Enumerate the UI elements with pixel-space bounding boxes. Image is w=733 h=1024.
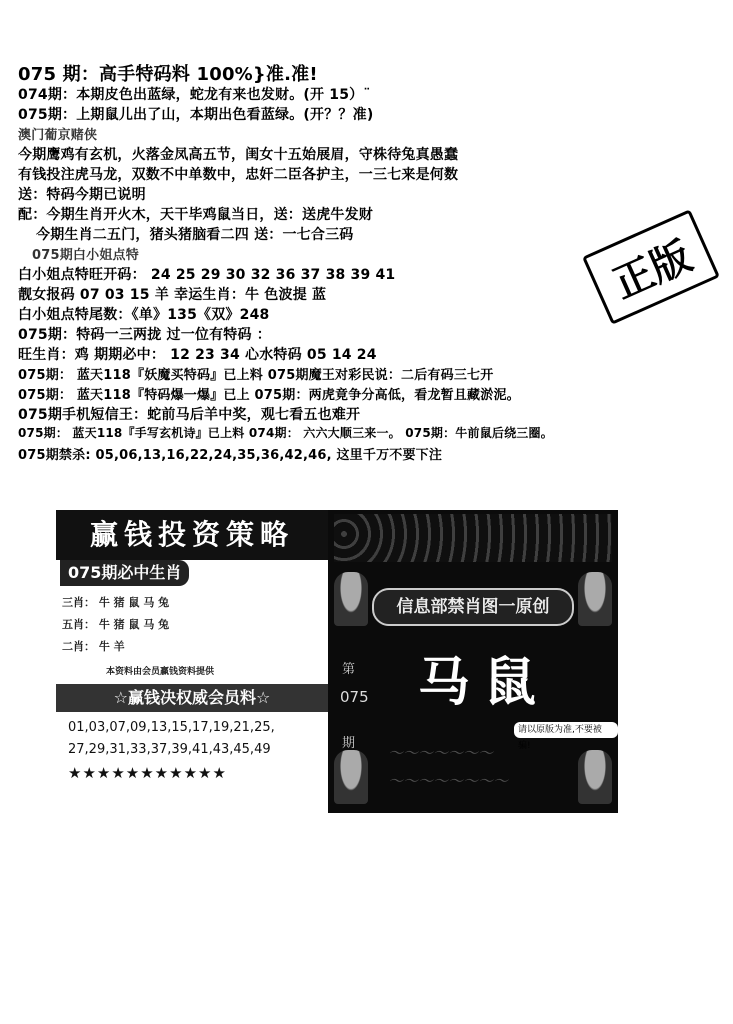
number-row: 27,29,31,33,37,39,41,43,45,49: [68, 742, 271, 757]
text-line: 白小姐点特旺开码： 24 25 29 30 32 36 37 38 39 41: [18, 267, 396, 283]
text-line: 有钱投注虎马龙，双数不中单数中，忠奸二臣各护主，一三七来是何数: [18, 167, 459, 183]
text-line: 075期：特码一三两拢 过一位有特码 ：: [18, 327, 271, 343]
text-line: 配：今期生肖开火木，天干毕鸡鼠当日，送：送虎牛发财: [18, 207, 373, 223]
text-line: 今期生肖二五门，猪头猪脑看二四 送：一七合三码: [36, 227, 354, 243]
authenticity-note: 请以原版为准,不要被骗!: [514, 722, 618, 738]
text-line: 074期：本期皮色出蓝绿，蛇龙有来也发财。(开 15）¨: [18, 87, 371, 103]
portrait-image: [578, 572, 612, 626]
handwritten-scribble: ～～～～～～～～: [388, 772, 509, 790]
portrait-image: [334, 572, 368, 626]
issue-suffix: 期: [342, 736, 356, 751]
zodiac-row: 五肖： 牛 猪 鼠 马 兔: [62, 618, 170, 631]
text-line: 白小姐点特尾数：《单》135《双》248: [18, 307, 270, 323]
strategy-header: 赢钱投资策略: [56, 510, 328, 560]
star-rating: ★★★★★★★★★★★: [68, 764, 227, 782]
text-line: 旺生肖：鸡 期期必中： 12 23 34 心水特码 05 14 24: [18, 347, 377, 363]
text-line: 靓女报码 07 03 15 羊 幸运生肖：牛 色波提 蓝: [18, 287, 327, 303]
portrait-image: [578, 750, 612, 804]
portrait-image: [334, 750, 368, 804]
forecast-zodiac: 马鼠: [418, 652, 551, 713]
handwritten-scribble: ～～～～～～～: [388, 744, 494, 762]
number-row: 01,03,07,09,13,15,17,19,21,25,: [68, 720, 275, 735]
forecast-banner: 信息部禁肖图一原创: [372, 588, 574, 626]
section-heading: 澳门葡京赌侠: [18, 128, 98, 143]
image-panels: [56, 510, 618, 813]
zodiac-row: 三肖： 牛 猪 鼠 马 兔: [62, 596, 170, 609]
text-line: 送：特码今期已说明: [18, 187, 146, 203]
issue-number: 075: [340, 688, 369, 706]
text-line: 075期禁杀: 05,06,13,16,22,24,35,36,42,46, 这里千万不要下注: [18, 448, 443, 463]
zodiac-row: 二肖： 牛 羊: [62, 640, 125, 653]
text-line: 075期： 蓝天118『手写玄机诗』已上料 074期： 六六大顺三来一。 075期：牛前鼠后绕三圈。: [18, 426, 553, 440]
issue-prefix: 第: [342, 662, 356, 677]
text-line: 075期： 蓝天118『妖魔买特码』已上料 075期魔王对彩民说：二后有码三七开: [18, 368, 494, 383]
strategy-panel: [56, 510, 328, 813]
page-title: 075 期：高手特码料 100%}准.准!: [18, 64, 318, 85]
genuine-stamp: 正版: [582, 209, 720, 325]
floral-decoration: [334, 514, 612, 562]
forecast-panel: [328, 510, 618, 813]
text-line: 075期： 蓝天118『特码爆一爆』已上 075期：两虎竟争分高低，看龙暂且藏淤泥。: [18, 388, 520, 403]
text-line: 075期手机短信王：蛇前马后羊中奖，观七看五也难开: [18, 407, 361, 423]
source-note: 本资料由会员赢钱资料提供: [106, 667, 215, 677]
member-banner: ☆赢钱决权威会员料☆: [56, 684, 328, 712]
text-line: 今期鹰鸡有玄机，火落金凤高五节，闺女十五始展眉，守株待兔真愚蠢: [18, 147, 459, 163]
text-line: 075期：上期鼠儿出了山，本期出色看蓝绿。(开？？准): [18, 107, 374, 123]
section-heading: 075期白小姐点特: [32, 248, 139, 263]
strategy-subheader: 075期必中生肖: [60, 560, 189, 586]
